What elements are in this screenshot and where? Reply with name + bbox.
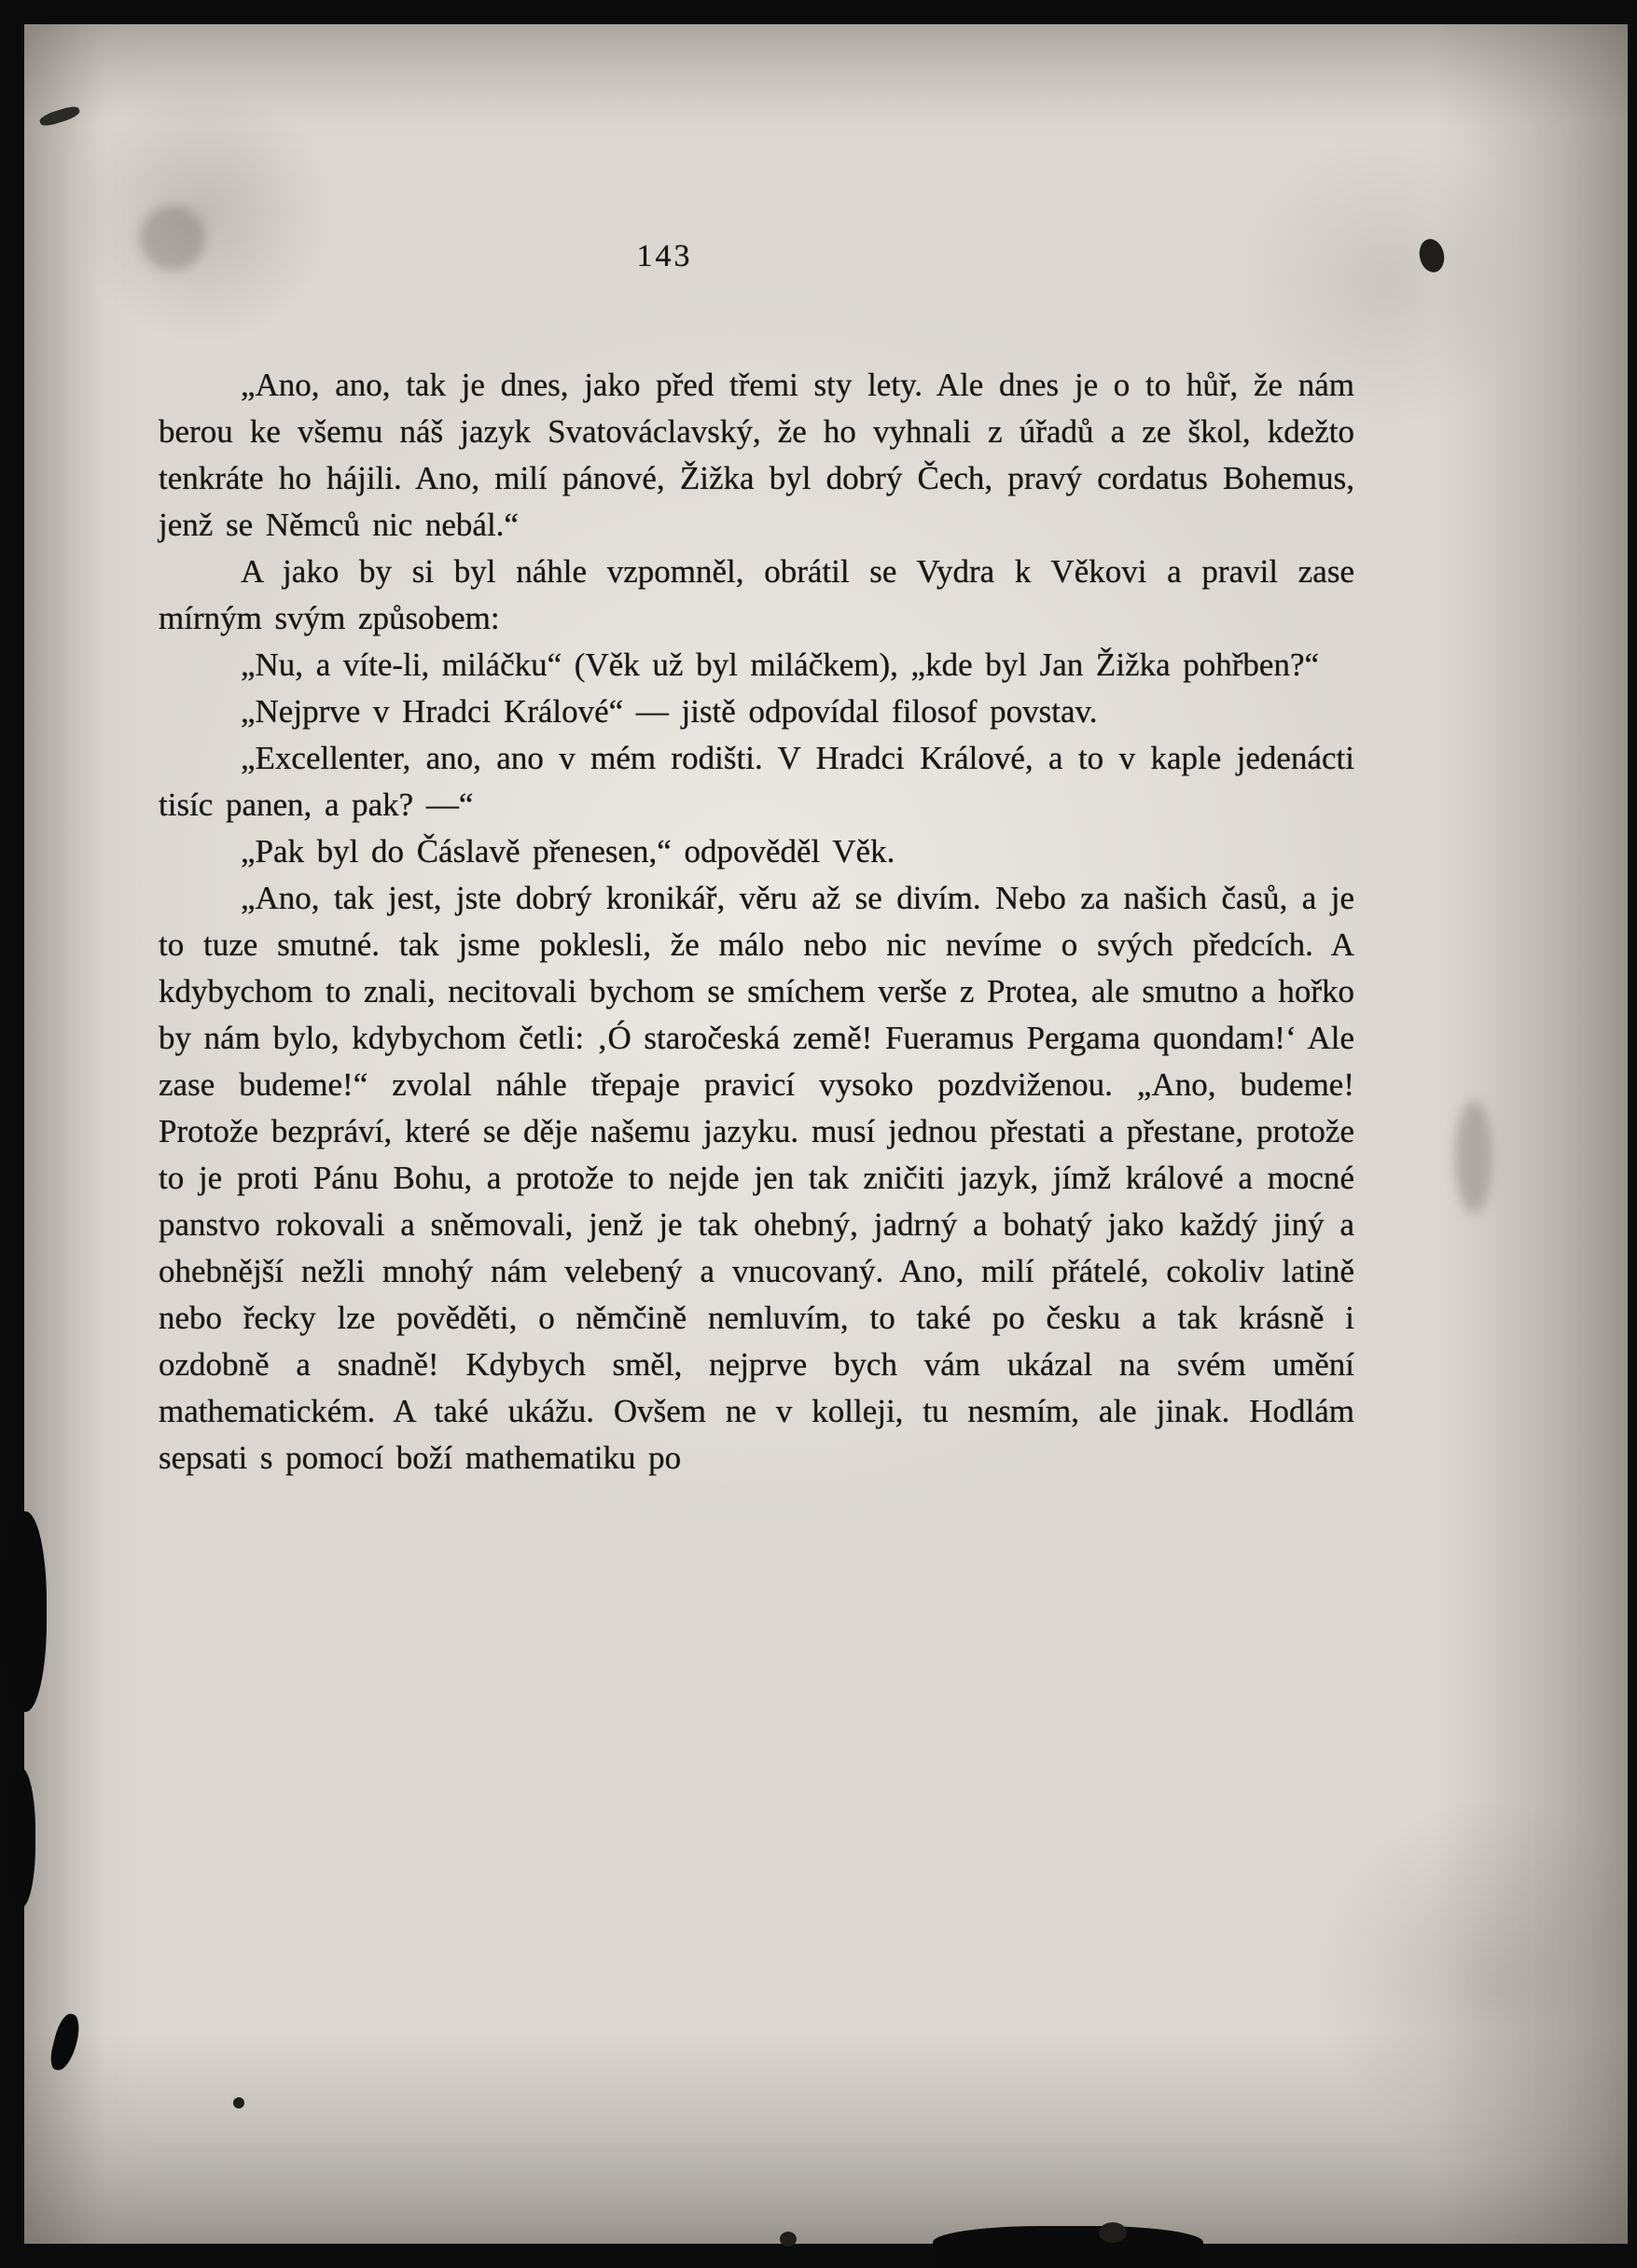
scan-edge-top [0,0,1637,24]
paragraph: „Ano, tak jest, jste dobrý kronikář, věru až se divím. Nebo za našich časů, a je to tuze smutné. tak jsme poklesli, že málo nebo nic nevíme o svých předcích. A kdybychom to znali, necitovali bychom se smíchem verše z Protea, ale smutno a hořko by nám bylo, kdybychom četli: ‚Ó staročeská země! Fueramus Pergama quondam!‘ Ale zase budeme!“ zvolal náhle třepaje pravicí vysoko pozdviženou. „Ano, budeme! Protože bezpráví, které se děje našemu jazyku. musí jednou přestati a přestane, protože to je proti Pánu Bohu, a protože to nejde jen tak zničiti jazyk, jímž králové a mocné panstvo rokovali a sněmovali, jenž je tak ohebný, jadrný a bohatý jako každý jiný a ohebnější nežli mnohý nám velebený a vnucovaný. Ano, milí přátelé, cokoliv latině nebo řecky lze pověděti, o němčině nemluvím, to také po česku a tak krásně i ozdobně a snadně! Kdybych směl, nejprve bych vám ukázal na svém umění mathematickém. A také ukážu. Ovšem ne v kolleji, tu nesmím, ale jinak. Hodlám sepsati s pomocí boží mathematiku po [159,880,1354,1476]
scan-smudge [1455,1101,1492,1213]
ink-speck [233,2097,244,2108]
paragraph: „Nejprve v Hradci Králové“ — jistě odpovídal filosof povstav. [241,693,1098,730]
scan-edge-left [0,0,24,2268]
scan-edge-right [1629,0,1637,2268]
scan-edge-bottom [0,2244,1637,2268]
ink-blotch [0,1511,47,1712]
ink-blotch [933,2226,1203,2267]
scan-smudge [140,205,205,271]
ink-blotch [4,1768,35,1908]
ink-speck [780,2232,797,2247]
paragraph: „Pak byl do Čáslavě přenesen,“ odpověděl Věk. [241,833,895,870]
ink-speck [1099,2222,1127,2243]
page-number: 143 [636,239,693,273]
paragraph: „Nu, a víte-li, miláčku“ (Věk už byl miláčkem), „kde byl Jan Žižka pohřben?“ [241,647,1320,683]
body-text [159,362,1354,1482]
paragraph: „Excellenter, ano, ano v mém rodišti. V Hradci Králové, a to v kaple jedenácti tisíc panen, a pak? —“ [159,740,1354,823]
paragraph: „Ano, ano, tak je dnes, jako před třemi sty lety. Ale dnes je o to hůř, že nám berou ke všemu náš jazyk Svatováclavský, že ho vyhnali z úřadů a ze škol, kdežto tenkráte ho hájili. Ano, milí pánové, Žižka byl dobrý Čech, pravý cordatus Bohemus, jenž se Němců nic nebál.“ [159,367,1354,543]
paragraph: A jako by si byl náhle vzpomněl, obrátil se Vydra k Věkovi a pravil zase mírným svým způsobem: [159,553,1354,636]
